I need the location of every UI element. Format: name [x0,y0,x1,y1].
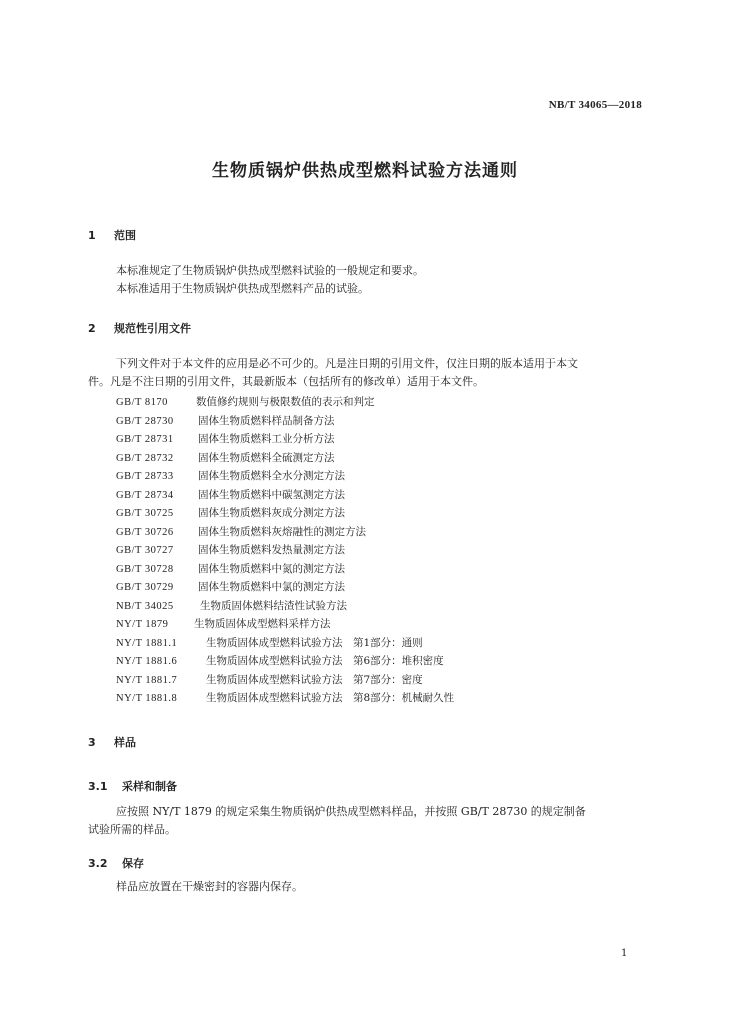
reference-title: 固体生物质燃料中氯的测定方法 [198,581,345,593]
reference-code: GB/T 30729 [116,582,174,593]
reference-item [116,615,454,634]
paragraph-line: 件。凡是不注日期的引用文件，其最新版本（包括所有的修改单）适用于本文件。 [88,375,484,388]
reference-code: GB/T 28734 [116,489,174,501]
subsection-3-2-heading [88,855,144,871]
section-title: 样品 [114,736,136,749]
reference-item [116,671,454,690]
page-number: 1 [621,948,628,959]
subsection-3-2-body [88,878,643,896]
reference-item [116,578,454,597]
reference-code: GB/T 28731 [116,434,174,445]
reference-title: 生物质固体成型燃料试验方法 第7部分：密度 [206,673,423,686]
reference-code: NY/T 1879 [116,619,169,630]
section-2-intro [88,355,643,391]
reference-item [116,467,454,486]
subsection-number: 3.2 [88,857,108,870]
section-title: 范围 [114,229,136,242]
paragraph-line: 样品应放置在干燥密封的容器内保存。 [116,880,303,893]
reference-title: 固体生物质燃料全硫测定方法 [198,451,335,464]
reference-item [116,504,454,523]
paragraph-line: 本标准规定了生物质锅炉供热成型燃料试验的一般规定和要求。 [116,264,424,277]
reference-item [116,541,454,560]
reference-code: GB/T 30728 [116,563,174,575]
reference-title: 生物质固体成型燃料试验方法 第1部分：通则 [206,636,423,649]
subsection-number: 3.1 [88,780,108,793]
reference-item [116,393,454,412]
reference-item [116,634,454,653]
subsection-3-1-heading [88,778,177,794]
reference-code: NY/T 1881.7 [116,674,178,686]
reference-code: GB/T 28732 [116,452,174,464]
document-title: 生物质锅炉供热成型燃料试验方法通则 [212,161,518,181]
subsection-3-1-body [88,803,643,839]
section-number: 1 [88,229,96,242]
reference-code: GB/T 30725 [116,508,174,519]
reference-item [116,486,454,505]
reference-code: GB/T 30727 [116,545,174,556]
section-1-heading [88,227,136,243]
standard-code: NB/T 34065—2018 [548,99,642,111]
reference-title: 生物质固体成型燃料采样方法 [194,618,331,630]
reference-item [116,430,454,449]
section-title: 规范性引用文件 [114,322,191,335]
reference-item [116,412,454,431]
reference-code: NY/T 1881.6 [116,656,178,667]
paragraph-line: 试验所需的样品。 [88,823,176,836]
paragraph-line: 下列文件对于本文件的应用是必不可少的。凡是注日期的引用文件，仅注日期的版本适用于本文 [116,357,578,370]
reference-code: GB/T 28733 [116,471,174,482]
reference-item [116,652,454,671]
section-number: 3 [88,736,96,749]
paragraph-line: 本标准适用于生物质锅炉供热成型燃料产品的试验。 [116,282,369,295]
reference-title: 生物质固体成型燃料试验方法 第8部分：机械耐久性 [206,692,455,704]
reference-title: 生物质固体成型燃料试验方法 第6部分：堆积密度 [206,655,444,667]
reference-title: 固体生物质燃料工业分析方法 [198,433,335,445]
reference-code: GB/T 28730 [116,415,174,427]
subsection-title: 保存 [122,857,144,870]
reference-item [116,689,454,708]
reference-code: GB/T 8170 [116,397,168,408]
reference-code: NY/T 1881.1 [116,637,178,649]
reference-title: 固体生物质燃料全水分测定方法 [198,470,345,482]
section-2-heading [88,320,191,336]
reference-title: 固体生物质燃料灰熔融性的测定方法 [198,525,366,538]
reference-title: 固体生物质燃料灰成分测定方法 [198,507,345,519]
reference-list [116,393,454,708]
reference-title: 固体生物质燃料中碳氢测定方法 [198,488,345,501]
reference-item [116,560,454,579]
reference-title: 数值修约规则与极限数值的表示和判定 [196,396,375,408]
subsection-title: 采样和制备 [122,780,177,793]
section-number: 2 [88,322,96,335]
reference-title: 固体生物质燃料中氮的测定方法 [198,562,345,575]
reference-code: GB/T 30726 [116,526,174,538]
reference-item [116,523,454,542]
reference-item [116,597,454,616]
section-1-body [88,262,643,298]
reference-code: NB/T 34025 [116,600,174,612]
paragraph-line: 应按照 NY/T 1879 的规定采集生物质锅炉供热成型燃料样品，并按照 GB/T 28730 的规定制备 [116,805,586,818]
reference-code: NY/T 1881.8 [116,693,178,704]
section-3-heading [88,734,136,750]
reference-title: 生物质固体燃料结渣性试验方法 [200,599,347,612]
reference-title: 固体生物质燃料样品制备方法 [198,414,335,427]
reference-item [116,449,454,468]
reference-title: 固体生物质燃料发热量测定方法 [198,544,345,556]
